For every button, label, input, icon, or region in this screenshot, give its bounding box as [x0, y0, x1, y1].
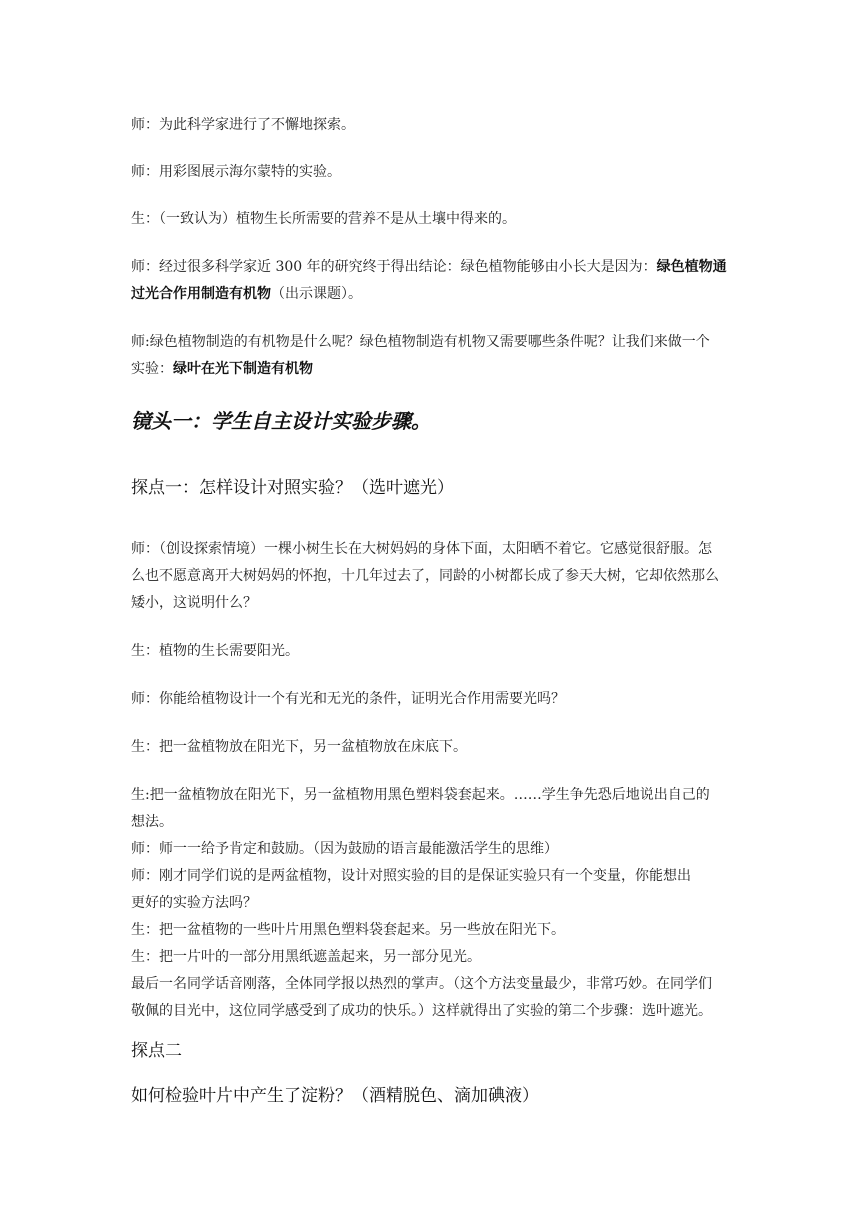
paragraph-applause-line2: 敬佩的目光中，这位同学感受到了成功的快乐。）这样就得出了实验的第二个步骤：选叶遮光。 — [131, 1003, 712, 1019]
heading-point-two-question: 如何检验叶片中产生了淀粉？（酒精脱色、滴加碘液） — [131, 1086, 539, 1106]
heading-shot-one: 镜头一：学生自主设计实验步骤。 — [131, 409, 431, 433]
experiment-name-bold: 绿叶在光下制造有机物 — [173, 361, 313, 377]
paragraph-student-leaves: 生：把一盆植物的一些叶片用黑色塑料袋套起来。另一些放在阳光下。 — [131, 922, 565, 938]
paragraph-question-line1: 师:绿色植物制造的有机物是什么呢？绿色植物制造有机物又需要哪些条件呢？让我们来做一个 — [131, 334, 710, 350]
paragraph-teacher-variable-line1: 师：刚才同学们说的是两盆植物，设计对照实验的目的是保证实验只有一个变量，你能想出 — [131, 868, 691, 884]
show-title-note: （出示课题）。 — [271, 286, 362, 302]
paragraph-question-line2 — [131, 360, 313, 378]
paragraph-conclusion-line2 — [131, 285, 362, 303]
paragraph-teacher-helmont: 师：用彩图展示海尔蒙特的实验。 — [131, 164, 341, 180]
paragraph-teacher-design: 师：你能给植物设计一个有光和无光的条件，证明光合作用需要光吗？ — [131, 691, 565, 707]
paragraph-student-paper: 生：把一片叶的一部分用黑纸遮盖起来，另一部分见光。 — [131, 949, 481, 965]
paragraph-student-sunlight: 生：植物的生长需要阳光。 — [131, 643, 299, 659]
paragraph-teacher-variable-line2: 更好的实验方法吗？ — [131, 895, 257, 911]
conclusion-bold: 绿色植物通 — [656, 259, 727, 275]
experiment-label: 实验： — [131, 361, 173, 377]
paragraph-student-bag-line1: 生:把一盆植物放在阳光下，另一盆植物用黑色塑料袋套起来。……学生争先恐后地说出自己的 — [131, 787, 710, 803]
paragraph-applause-line1: 最后一名同学话音刚落，全体同学报以热烈的掌声。（这个方法变量最少，非常巧妙。在同学们 — [131, 976, 712, 992]
paragraph-conclusion-line1 — [131, 258, 727, 276]
lesson-title-bold: 过光合作用制造有机物 — [131, 286, 271, 302]
heading-point-one: 探点一：怎样设计对照实验？（选叶遮光） — [131, 478, 454, 498]
paragraph-teacher-encourage: 师：师一一给予肯定和鼓励。（因为鼓励的语言最能激活学生的思维） — [131, 841, 558, 857]
paragraph-scenario-line2: 么也不愿意离开大树妈妈的怀抱，十几年过去了，同龄的小树都长成了参天大树，它却依然那么 — [131, 568, 719, 584]
paragraph-scenario-line3: 矮小，这说明什么？ — [131, 595, 257, 611]
heading-point-two: 探点二 — [131, 1041, 182, 1061]
paragraph-student-bag-line2: 想法。 — [131, 814, 173, 830]
paragraph-student-nutrition: 生：（一致认为）植物生长所需要的营养不是从土壤中得来的。 — [131, 211, 516, 227]
paragraph-student-bed: 生：把一盆植物放在阳光下，另一盆植物放在床底下。 — [131, 739, 467, 755]
paragraph-scenario-line1: 师：（创设探索情境）一棵小树生长在大树妈妈的身体下面，太阳晒不着它。它感觉很舒服。怎 — [131, 541, 712, 557]
paragraph-teacher-explore: 师：为此科学家进行了不懈地探索。 — [131, 117, 355, 133]
conclusion-text: 师：经过很多科学家近 300 年的研究终于得出结论：绿色植物能够由小长大是因为： — [131, 259, 657, 275]
